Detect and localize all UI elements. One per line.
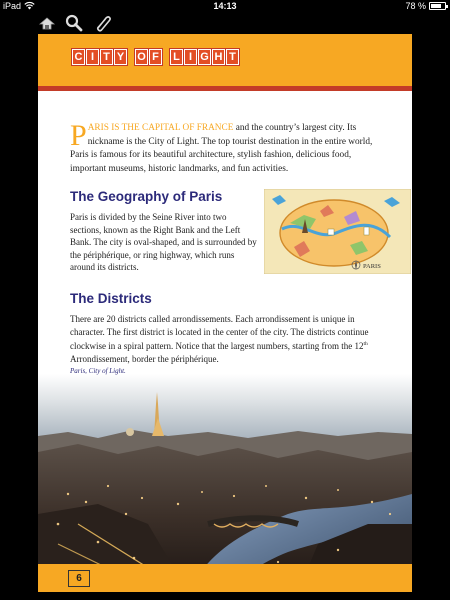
geography-heading: The Geography of Paris xyxy=(70,189,223,204)
intro-paragraph xyxy=(70,119,386,176)
map-label: PARIS xyxy=(363,263,381,270)
series-title-letter: T xyxy=(100,49,113,65)
reader-toolbar xyxy=(0,12,450,34)
bookmark-clip-icon[interactable] xyxy=(92,13,112,33)
ordinal-suffix: th xyxy=(363,341,368,348)
clock: 14:13 xyxy=(213,1,237,11)
geography-text: Paris is divided by the Seine River into two sections, known as the Right Bank and the Left Bank. The city is oval-shaped, and is surrounded by the périphérique, or ring highway, which runs around its districts. xyxy=(70,212,257,273)
series-title-letter: T xyxy=(226,49,239,65)
districts-text-part-1: There are 20 districts called arrondissements. Each arrondissement is unique in character. The first district is located in the center of the city. The districts continue clockwise in a spiral pattern. Notice that the largest numbers, starting from the 12 xyxy=(70,314,369,352)
header-rule xyxy=(38,86,412,91)
carrier-label: iPad xyxy=(3,1,22,11)
intro-lead: ARIS IS THE CAPITAL OF FRANCE xyxy=(87,123,234,133)
header-band xyxy=(38,34,412,86)
series-title-space xyxy=(163,49,169,65)
photo-caption: Paris, City of Light. xyxy=(70,367,126,375)
battery-percent: 78 % xyxy=(405,1,426,11)
series-title xyxy=(72,49,239,65)
battery-icon xyxy=(429,2,446,10)
footer-band xyxy=(38,564,412,592)
series-title-letter: O xyxy=(135,49,148,65)
series-title-letter: I xyxy=(184,49,197,65)
districts-text-part-2: Arrondissement, border the périphérique. xyxy=(70,353,219,364)
series-title-space xyxy=(128,49,134,65)
series-title-letter: L xyxy=(170,49,183,65)
series-title-letter: I xyxy=(86,49,99,65)
status-bar xyxy=(0,0,450,12)
page-number: 6 xyxy=(68,570,90,587)
series-title-letter: Y xyxy=(114,49,127,65)
library-icon[interactable] xyxy=(37,13,57,33)
paris-map-illustration xyxy=(264,189,411,274)
districts-text xyxy=(70,313,386,365)
paris-skyline-photo xyxy=(38,374,412,592)
districts-heading: The Districts xyxy=(70,291,152,306)
series-title-letter: G xyxy=(198,49,211,65)
book-page xyxy=(38,34,412,592)
series-title-letter: C xyxy=(72,49,85,65)
drop-cap: P xyxy=(70,119,87,152)
search-icon[interactable] xyxy=(64,13,84,33)
battery-fill xyxy=(431,4,441,8)
series-title-letter: H xyxy=(212,49,225,65)
series-title-letter: F xyxy=(149,49,162,65)
intro-body: and the country’s largest city. Its nickname is the City of Light. The top tourist destination in the entire world, Paris is famous for its beautiful architecture, stylish fashion, delicious food, important museums, historic landmarks, and fun activities. xyxy=(70,123,373,174)
